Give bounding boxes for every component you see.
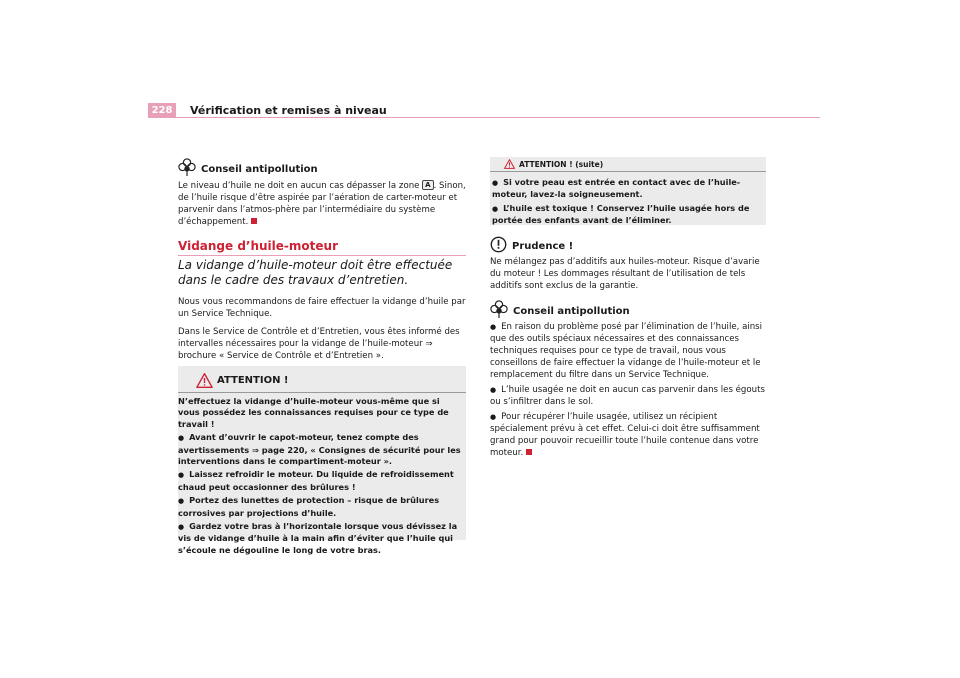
- eco-note-left: [178, 158, 468, 228]
- page-header-title: Vérification et remises à niveau: [190, 104, 387, 117]
- warning-continued-title: ATTENTION ! (suite): [519, 159, 604, 169]
- eco-text-before: Le niveau d’huile ne doit en aucun cas dépasser la zone: [178, 181, 420, 191]
- warning-continued-bullet-2: ● L’huile est toxique ! Conservez l’huile usagée hors de portée des enfants avant de l’éliminer.: [492, 203, 762, 227]
- page-number: 228: [148, 103, 176, 118]
- eco-bullet-3: [490, 411, 766, 459]
- body-text-left: [178, 296, 466, 362]
- warning-header: [178, 366, 466, 389]
- eco-bullet-2: ● L’huile usagée ne doit en aucun cas parvenir dans les égouts ou s’infiltrer dans le sol.: [490, 384, 766, 408]
- warning-bullet-2: ● Laissez refroidir le moteur. Du liquide de refroidissement chaud peut occasionner des brûlures !: [178, 469, 462, 493]
- section-intro: La vidange d’huile-moteur doit être effectuée dans le cadre des travaux d’entretien.: [178, 258, 453, 287]
- warning-bullet-4: ● Gardez votre bras à l’horizontale lorsque vous dévissez la vis de vidange d’huile à la main afin d’éviter que l’huile qui s’écoule ne dégouline le long de votre bras.: [178, 521, 462, 556]
- eco-note-title-text: Conseil antipollution: [201, 164, 318, 175]
- eco-note-right: [490, 300, 766, 459]
- end-mark-icon: [526, 449, 532, 455]
- section-title: Vidange d’huile-moteur: [178, 239, 466, 256]
- caution-text: Ne mélangez pas d’additifs aux huiles-moteur. Risque d’avarie du moteur ! Les dommages résultant de l’utilisation de tels additifs sont exclus de la garantie.: [490, 257, 760, 291]
- paragraph-2: Dans le Service de Contrôle et d’Entretien, vous êtes informé des intervalles nécessaires pour la vidange de l’huile-moteur ⇒ brochure « Service de Contrôle et d’Entretien ».: [178, 327, 460, 361]
- warning-triangle-icon: [504, 159, 515, 169]
- warning-triangle-icon: [196, 372, 213, 389]
- caution-note: [490, 236, 766, 292]
- paragraph-1: Nous vous recommandons de faire effectuer la vidange d’huile par un Service Technique.: [178, 297, 466, 319]
- eco-note-right-title-text: Conseil antipollution: [513, 306, 630, 317]
- warning-continued-bullet-1: ● Si votre peau est entrée en contact avec de l’huile-moteur, lavez-la soigneusement.: [492, 177, 762, 201]
- eco-bullet-1: ● En raison du problème posé par l’élimination de l’huile, ainsi que des outils spéciaux nécessaires et des connaissances techniques requises pour ce type de travail, nous vous conseillons de faire effectuer la vidange de l’huile-moteur et le remplacement du filtre dans un Service Technique.: [490, 321, 766, 381]
- warning-intro: N’effectuez la vidange d’huile-moteur vous-même que si vous possédez les connaissances requises pour ce type de travail !: [178, 396, 449, 429]
- flower-icon: [178, 158, 196, 176]
- eco-bullet-3-text: ● Pour récupérer l’huile usagée, utilisez un récipient spécialement prévu à cet effet. Celui-ci doit être suffisamment grand pour pouvoir recueillir toute l’huile contenue dans votre moteur.: [490, 412, 760, 458]
- eco-note-right-title: [490, 300, 766, 318]
- header-rule: [176, 117, 820, 118]
- eco-note-text: [178, 180, 468, 228]
- warning-continued-box: [490, 157, 766, 225]
- warning-title: ATTENTION !: [217, 375, 289, 386]
- warning-continued-header: [490, 157, 766, 169]
- eco-note-title: [178, 158, 468, 176]
- warning-bullet-3: ● Portez des lunettes de protection – risque de brûlures corrosives par projections d’huile.: [178, 495, 462, 519]
- caution-title: [490, 236, 766, 253]
- exclamation-circle-icon: [490, 236, 507, 253]
- warning-bullet-1: ● Avant d’ouvrir le capot-moteur, tenez compte des avertissements ⇒ page 220, « Consignes de sécurité pour les interventions dans le compartiment-moteur ».: [178, 432, 462, 467]
- eco-text-after: . Sinon, de l’huile risque d’être aspirée par l’aération de carter-moteur et parvenir dans l’atmos-phère par l’intermédiaire du système d’échappement.: [178, 181, 466, 227]
- warning-box: [178, 366, 466, 555]
- caution-title-text: Prudence !: [512, 241, 574, 252]
- flower-icon: [490, 300, 508, 318]
- zone-a-badge: A: [422, 180, 433, 190]
- end-mark-icon: [251, 218, 257, 224]
